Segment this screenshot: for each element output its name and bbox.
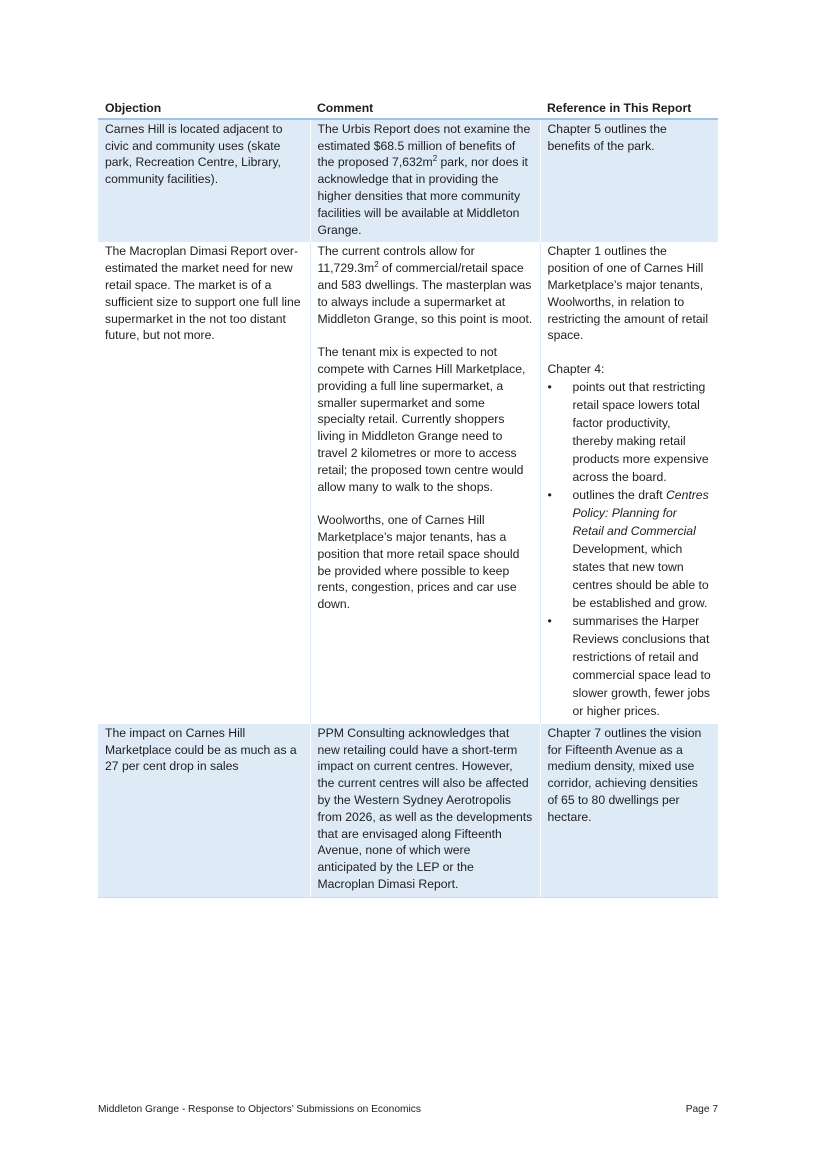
comment-cell	[310, 119, 540, 243]
comment-paragraph: Woolworths, one of Carnes Hill Marketplace’s major tenants, has a position that more retail space should be provided where possible to keep rents, congestion, prices and car use down.	[317, 513, 520, 612]
comment-text-cont: park, nor does it acknowledge that in providing the higher densities that more community facilities will be available at Middleton Grange.	[317, 155, 528, 237]
header-objection: Objection	[98, 98, 310, 119]
comment-text: The current controls allow for 11,729.3m	[317, 244, 475, 276]
header-reference: Reference in This Report	[540, 98, 718, 119]
comment-cell	[310, 242, 540, 723]
header-comment: Comment	[310, 98, 540, 119]
table-row	[98, 242, 718, 723]
objections-table	[98, 98, 718, 898]
objection-text: Carnes Hill is located adjacent to civic and community uses (skate park, Recreation Centre, Library, community facilities).	[105, 121, 283, 187]
list-item	[573, 486, 712, 612]
superscript: 2	[374, 260, 379, 270]
comment-text: PPM Consulting acknowledges that new retailing could have a short-term impact on current centres. However, the current centres will also be affected by the Western Sydney Aerotropolis from 2026, as well as the developments that are envisaged along Fifteenth Avenue, none of which were anticipated by the LEP or the Macroplan Dimasi Report.	[317, 725, 533, 891]
table-row	[98, 724, 718, 897]
table-row	[98, 119, 718, 243]
reference-text: Chapter 7 outlines the vision for Fifteenth Avenue as a medium density, mixed use corridor, achieving densities of 65 to 80 dwellings per hectare.	[547, 725, 702, 824]
list-item	[573, 612, 712, 720]
reference-cell	[540, 242, 718, 723]
policy-title: Centres Policy: Planning for Retail and Commercial	[572, 487, 709, 538]
table-header-row	[98, 98, 718, 119]
reference-text: Chapter 5 outlines the benefits of the park.	[547, 121, 667, 153]
bullet-text: points out that restricting retail space lowers total factor productivity, thereby making retail products more expensive across the board.	[572, 379, 709, 484]
objection-cell	[98, 119, 310, 243]
reference-cell	[540, 724, 718, 897]
objection-cell	[98, 242, 310, 723]
bullet-text: outlines the draft	[572, 487, 666, 502]
reference-bullet-list	[548, 378, 712, 720]
list-item	[573, 378, 712, 486]
comment-cell	[310, 724, 540, 897]
reference-intro: Chapter 1 outlines the position of one of Carnes Hill Marketplace’s major tenants, Woolworths, in relation to restricting the amount of retail space.	[547, 244, 709, 343]
bullet-text-cont: Development, which states that new town centres should be able to be established and grow.	[572, 541, 709, 610]
page-number: Page 7	[685, 1104, 718, 1115]
comment-paragraph: The tenant mix is expected to not compete with Carnes Hill Marketplace, providing a full line supermarket, a smaller supermarket and some specialty retail. Currently shoppers living in Middleton Grange need to travel 2 kilometres or more to access retail; the proposed town centre would allow many to walk to the shops.	[317, 345, 526, 494]
comment-paragraph	[318, 243, 533, 327]
comment-text: The Urbis Report does not examine the estimated $68.5 million of benefits of the proposed 7,632m	[317, 121, 531, 170]
reference-cell	[540, 119, 718, 243]
objection-cell	[98, 724, 310, 897]
footer-title: Middleton Grange - Response to Objectors’ Submissions on Economics	[98, 1104, 421, 1115]
superscript: 2	[432, 154, 438, 164]
reference-chapter-heading: Chapter 4:	[547, 361, 605, 376]
bullet-text: summarises the Harper Reviews conclusions that restrictions of retail and commercial space lead to slower growth, fewer jobs or higher prices.	[572, 613, 711, 718]
objection-text: The Macroplan Dimasi Report over-estimated the market need for new retail space. The market is of a sufficient size to support one full line supermarket in the not too distant future, but not more.	[105, 244, 301, 343]
comment-text-cont: of commercial/retail space and 583 dwellings. The masterplan was to always include a supermarket at Middleton Grange, so this point is moot.	[317, 261, 533, 326]
objection-text: The impact on Carnes Hill Marketplace could be as much as a 27 per cent drop in sales	[105, 725, 297, 774]
